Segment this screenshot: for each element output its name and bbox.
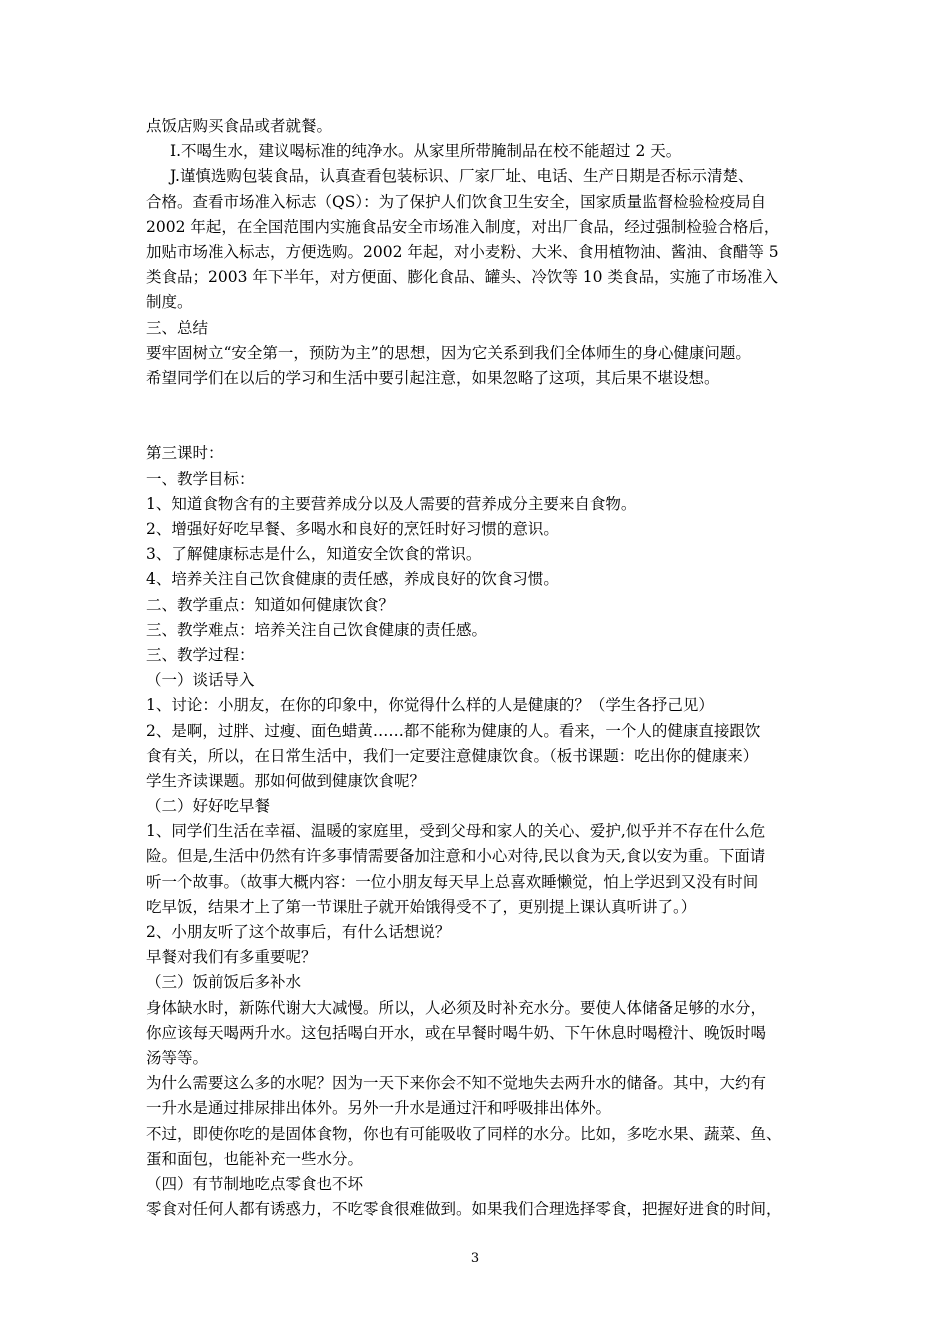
- list-item: 2、增强好好吃早餐、多喝水和良好的烹饪时好习惯的意识。: [146, 520, 559, 539]
- page-number: 3: [470, 1251, 480, 1266]
- text-line: 制度。: [146, 293, 193, 312]
- text-line: 为什么需要这么多的水呢？因为一天下来你会不知不觉地失去两升水的储备。其中，大约有: [146, 1074, 767, 1093]
- text-line: J.谨慎选购包装食品，认真查看包装标识、厂家厂址、电话、生产日期是否标示清楚、: [170, 167, 754, 186]
- text-line: 希望同学们在以后的学习和生活中要引起注意，如果忽略了这项，其后果不堪设想。: [146, 368, 720, 387]
- text-line: 你应该每天喝两升水。这包括喝白开水，或在早餐时喝牛奶、下午休息时喝橙汁、晚饭时喝: [146, 1023, 767, 1042]
- section-heading: 二、教学重点：知道如何健康饮食？: [146, 595, 395, 614]
- text-line: 学生齐读课题。那如何做到健康饮食呢？: [146, 771, 426, 790]
- subsection-heading: （二）好好吃早餐: [146, 797, 271, 816]
- text-line: 1、同学们生活在幸福、温暖的家庭里，受到父母和家人的关心、爱护,似乎并不存在什么危: [146, 822, 766, 841]
- subsection-heading: （三）饭前饭后多补水: [146, 973, 302, 992]
- text-line: 1、讨论：小朋友，在你的印象中，你觉得什么样的人是健康的？（学生各抒己见）: [146, 696, 714, 715]
- lesson-heading: 第三课时：: [146, 444, 224, 463]
- text-line: 加贴市场准入标志，方便选购。2002 年起，对小麦粉、大米、食用植物油、酱油、食醋等 5: [146, 242, 779, 261]
- text-line: 2002 年起，在全国范围内实施食品安全市场准入制度，对出厂食品，经过强制检验合格后，: [146, 217, 780, 236]
- text-line: 一升水是通过排尿排出体外。另外一升水是通过汗和呼吸排出体外。: [146, 1099, 612, 1118]
- section-heading: 三、教学难点：培养关注自己饮食健康的责任感。: [146, 620, 488, 639]
- text-line: 听一个故事。（故事大概内容：一位小朋友每天早上总喜欢睡懒觉，怕上学迟到又没有时间: [146, 872, 759, 891]
- text-line: 2、是啊，过胖、过瘦、面色蜡黄……都不能称为健康的人。看来，一个人的健康直接跟饮: [146, 721, 761, 740]
- text-line: 食有关，所以，在日常生活中，我们一定要注意健康饮食。（板书课题：吃出你的健康来）: [146, 746, 759, 765]
- section-heading: 一、教学目标：: [146, 469, 255, 488]
- text-line: 零食对任何人都有诱惑力，不吃零食很难做到。如果我们合理选择零食，把握好进食的时间，: [146, 1200, 782, 1219]
- section-heading: 三、总结: [146, 318, 209, 337]
- text-line: 点饭店购买食品或者就餐。: [146, 117, 333, 135]
- text-line: 早餐对我们有多重要呢？: [146, 948, 317, 967]
- subsection-heading: （一）谈话导入: [146, 671, 255, 690]
- list-item: 1、知道食物含有的主要营养成分以及人需要的营养成分主要来自食物。: [146, 494, 637, 513]
- text-line: 身体缺水时，新陈代谢大大减慢。所以，人必须及时补充水分。要使人体储备足够的水分，: [146, 998, 767, 1017]
- section-heading: 三、教学过程：: [146, 645, 255, 664]
- text-line: 要牢固树立“安全第一，预防为主”的思想，因为它关系到我们全体师生的身心健康问题。: [146, 343, 751, 362]
- list-item: 4、培养关注自己饮食健康的责任感，养成良好的饮食习惯。: [146, 570, 559, 589]
- text-line: I.不喝生水，建议喝标准的纯净水。从家里所带腌制品在校不能超过 2 天。: [170, 142, 682, 161]
- subsection-heading: （四）有节制地吃点零食也不坏: [146, 1174, 364, 1193]
- document-body: [146, 114, 806, 1222]
- text-line: 类食品；2003 年下半年，对方便面、膨化食品、罐头、冷饮等 10 类食品，实施了市场准入: [146, 268, 778, 287]
- text-line: 吃早饭，结果才上了第一节课肚子就开始饿得受不了，更别提上课认真听讲了。）: [146, 897, 697, 916]
- text-line: 蛋和面包，也能补充一些水分。: [146, 1149, 364, 1168]
- text-line: 2、小朋友听了这个故事后，有什么话想说？: [146, 923, 451, 942]
- text-line: 不过，即使你吃的是固体食物，你也有可能吸收了同样的水分。比如，多吃水果、蔬菜、鱼、: [146, 1124, 782, 1143]
- blank-space: [146, 391, 806, 441]
- text-line: 险。但是,生活中仍然有许多事情需要备加注意和小心对待,民以食为天,食以安为重。下面请: [146, 847, 766, 866]
- list-item: 3、了解健康标志是什么，知道安全饮食的常识。: [146, 545, 482, 564]
- text-line: 汤等等。: [146, 1048, 209, 1067]
- text-line: 合格。查看市场准入标志（QS）：为了保护人们饮食卫生安全，国家质量监督检验检疫局自: [146, 192, 767, 211]
